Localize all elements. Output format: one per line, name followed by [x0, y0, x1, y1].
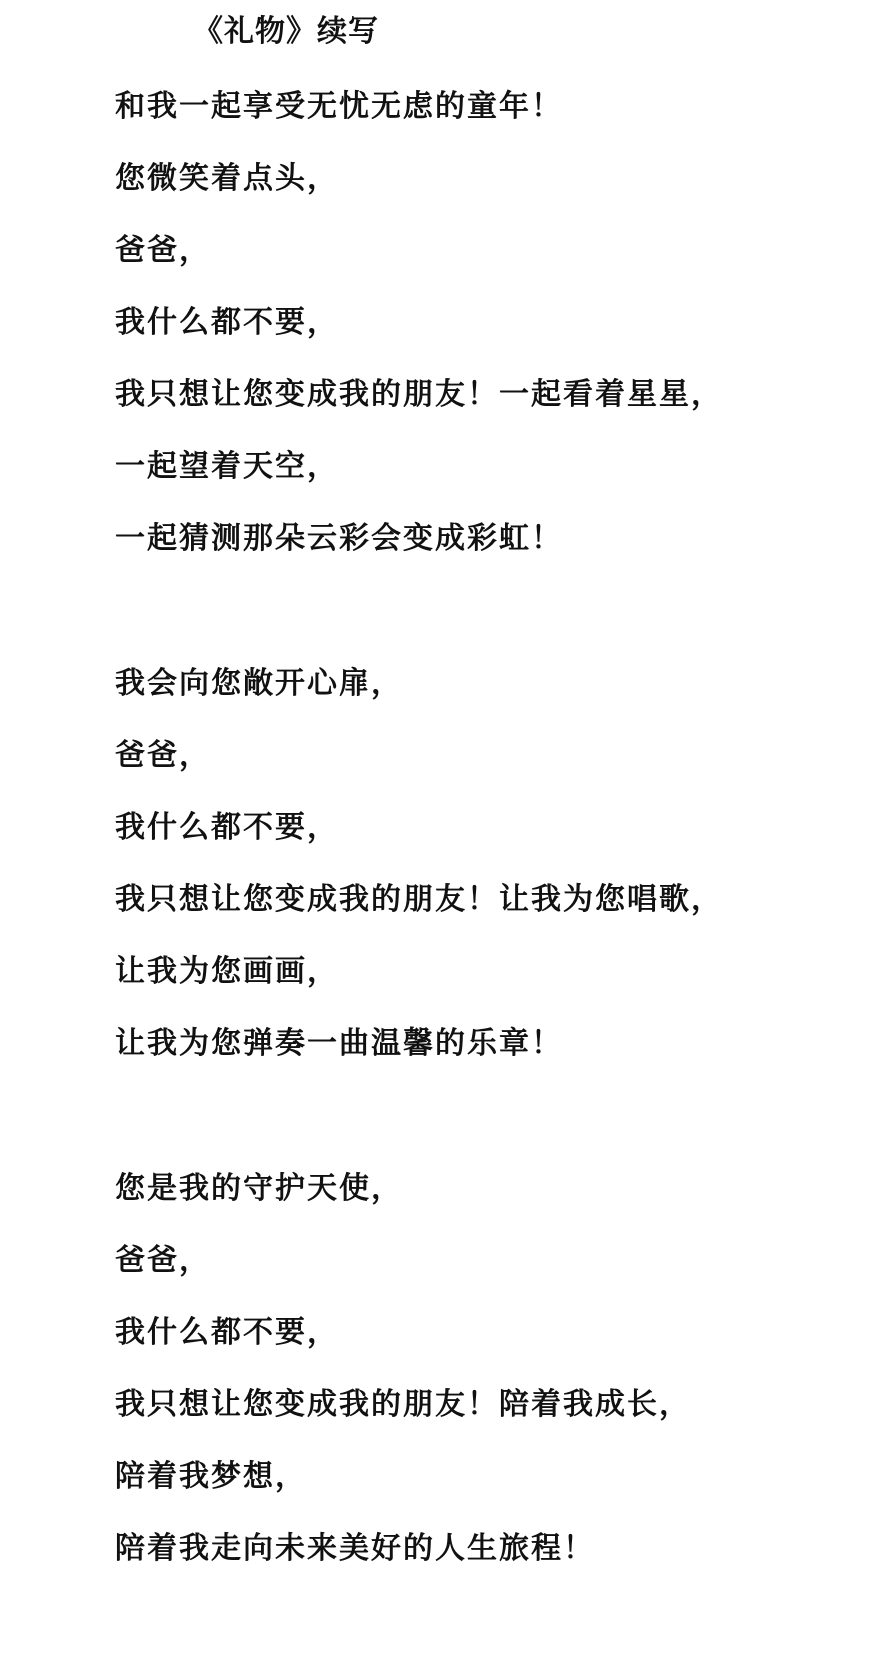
text-line: 陪着我走向未来美好的人生旅程！ — [115, 1531, 595, 1566]
text-line: 爸爸， — [115, 1243, 211, 1278]
text-line: 陪着我梦想， — [115, 1459, 307, 1494]
text-line: 让我为您画画， — [115, 954, 339, 989]
document-title: 《礼物》续写 — [193, 14, 379, 49]
text-line: 爸爸， — [115, 738, 211, 773]
text-line: 我什么都不要， — [115, 1315, 339, 1350]
text-line: 让我为您弹奏一曲温馨的乐章！ — [115, 1026, 563, 1061]
text-line: 和我一起享受无忧无虑的童年！ — [115, 89, 563, 124]
text-line: 一起猜测那朵云彩会变成彩虹！ — [115, 521, 563, 556]
text-line: 我只想让您变成我的朋友！让我为您唱歌， — [115, 882, 723, 917]
text-line: 您微笑着点头， — [115, 161, 339, 196]
text-line: 我只想让您变成我的朋友！陪着我成长， — [115, 1387, 691, 1422]
text-line: 我只想让您变成我的朋友！一起看着星星， — [115, 377, 723, 412]
text-line: 您是我的守护天使， — [115, 1171, 403, 1206]
text-line: 爸爸， — [115, 233, 211, 268]
text-line: 我什么都不要， — [115, 810, 339, 845]
text-line: 我什么都不要， — [115, 305, 339, 340]
text-line: 一起望着天空， — [115, 449, 339, 484]
text-line: 我会向您敞开心扉， — [115, 666, 403, 701]
